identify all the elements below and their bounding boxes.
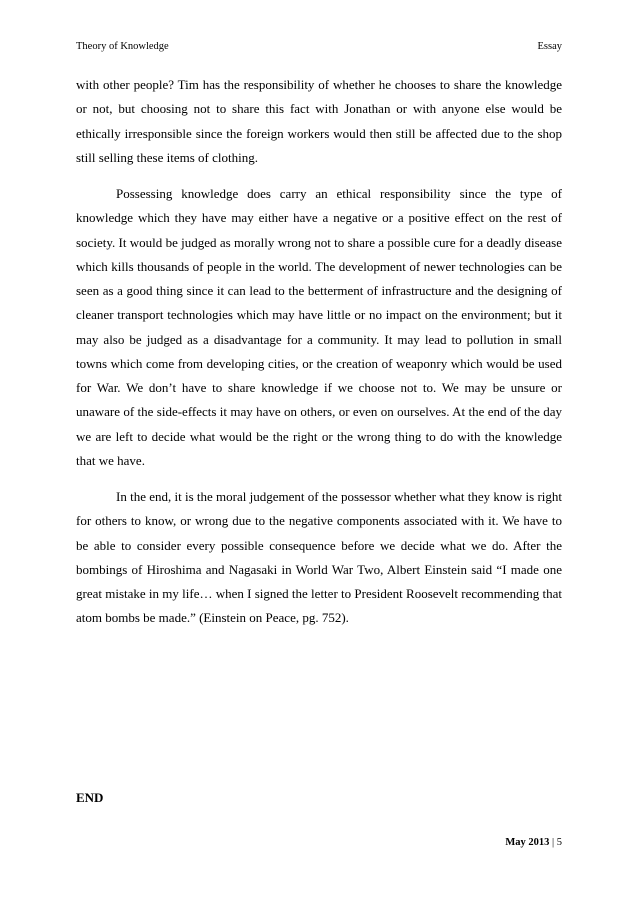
- paragraph-continuation: with other people? Tim has the responsibility of whether he chooses to share the knowledge or not, but choosing not to share this fact with Jonathan or with anyone else would be ethically irresponsible since the foreign workers would then still be affected due to the shop still selling these items of clothing.: [76, 77, 562, 165]
- page-footer: [505, 836, 562, 850]
- essay-body: [76, 73, 562, 643]
- paragraph-conclusion: In the end, it is the moral judgement of the possessor whether what they know is right for others to know, or wrong due to the negative components associated with it. We have to be able to consider every possible consequence before we decide what we do. After the bombings of Hiroshima and Nagasaki in World War Two, Albert Einstein said “I made one great mistake in my life… when I signed the letter to President Roosevelt recommending that atom bombs be made.” (Einstein on Peace, pg. 752).: [76, 489, 562, 626]
- header-course-title: Theory of Knowledge: [76, 41, 169, 52]
- paragraph-ethical-responsibility: Possessing knowledge does carry an ethical responsibility since the type of knowledge which they have may either have a negative or a positive effect on the rest of society. It would be judged as morally wrong not to share a possible cure for a deadly disease which kills thousands of people in the world. The development of newer technologies can be seen as a good thing since it can lead to the betterment of infrastructure and the designing of cleaner transport technologies which may have little or no impact on the environment; but it may also be judged as a disadvantage for a community. It may lead to pollution in small towns which come from developing cities, or the creation of weaponry which would be used for War. We don’t have to share knowledge if we choose not to. We may be unsure or unaware of the side-effects it may have on others, or even on ourselves. At the end of the day we are left to decide what would be the right or the wrong thing to do with the knowledge that we have.: [76, 186, 562, 468]
- header-document-type: Essay: [537, 41, 562, 52]
- footer-date: May 2013: [505, 837, 550, 848]
- end-marker: END: [76, 790, 104, 805]
- footer-separator: |: [549, 837, 557, 848]
- page-header: [76, 40, 562, 54]
- footer-page-number: 5: [556, 837, 562, 848]
